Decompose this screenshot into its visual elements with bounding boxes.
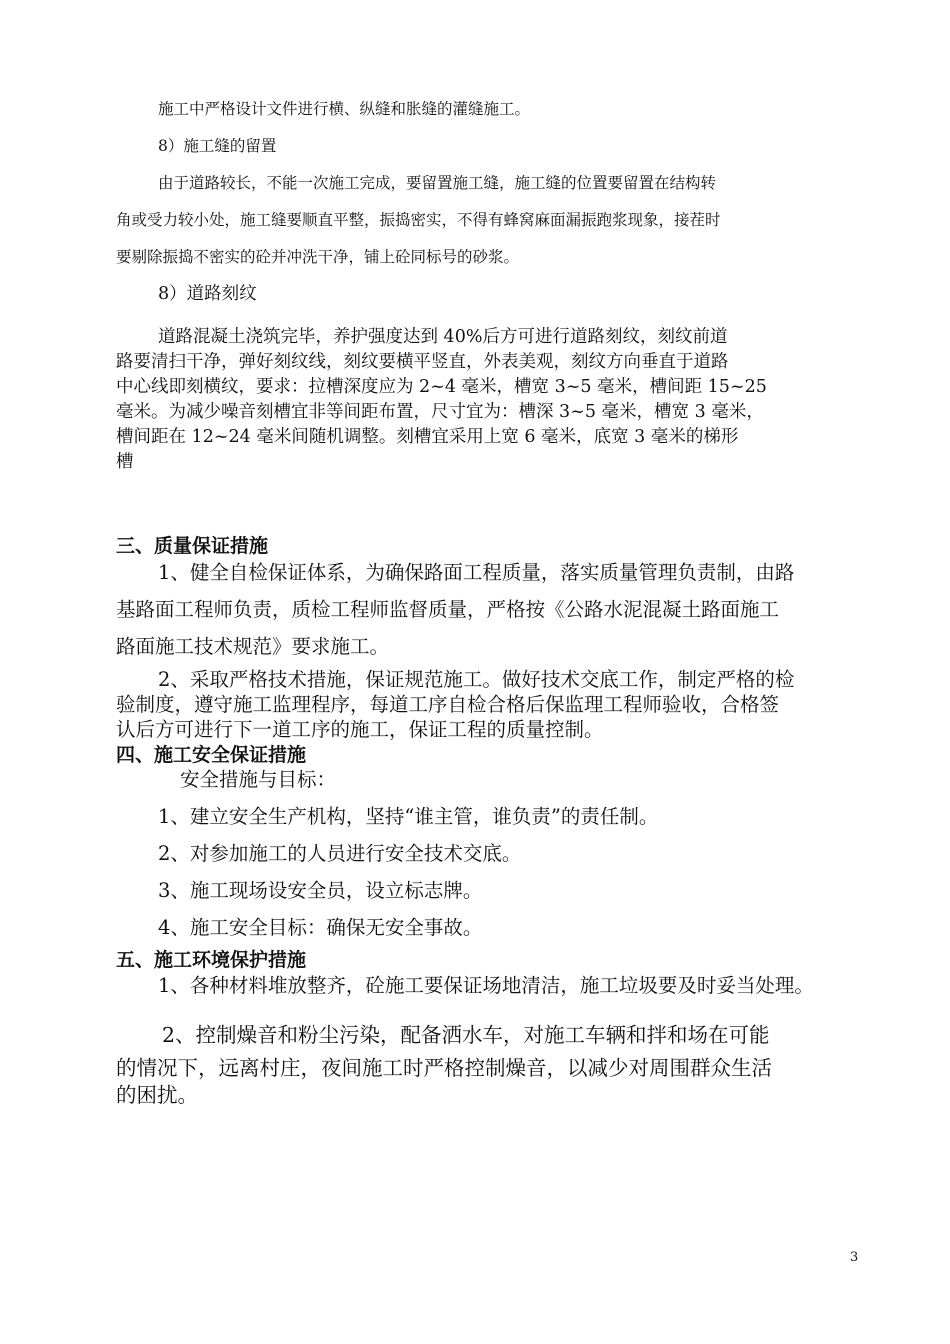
body-text-line: 施工中严格设计文件进行横、纵缝和胀缝的灌缝施工。 — [158, 100, 531, 118]
list-item: 2、对参加施工的人员进行安全技术交底。 — [158, 842, 522, 865]
body-text-line: 的困扰。 — [116, 1083, 198, 1107]
subsection-heading: 8）道路刻纹 — [158, 284, 257, 304]
list-item: 3、施工现场设安全员，设立标志牌。 — [158, 879, 483, 902]
body-text-line: 角或受力较小处，施工缝要顺直平整，振捣密实，不得有蜂窝麻面漏振跑浆现象，接茬时 — [116, 211, 721, 229]
body-text-line: 1、健全自检保证体系，为确保路面工程质量，落实质量管理负责制，由路 — [158, 561, 795, 584]
body-text-line: 验制度，遵守施工监理程序，每道工序自检合格后保监理工程师验收，合格签 — [116, 693, 780, 716]
body-text-line: 的情况下，远离村庄，夜间施工时严格控制燥音，以减少对周围群众生活 — [116, 1056, 772, 1080]
body-text-line: 由于道路较长，不能一次施工完成，要留置施工缝，施工缝的位置要留置在结构转 — [158, 174, 717, 192]
body-text-line: 安全措施与目标： — [180, 768, 337, 791]
page-number: 3 — [850, 1250, 859, 1265]
body-text-line: 中心线即刻横纹，要求：拉槽深度应为 2~4 毫米，槽宽 3~5 毫米，槽间距 15~25 — [116, 377, 767, 397]
body-text-line: 道路混凝土浇筑完毕，养护强度达到 40%后方可进行道路刻纹，刻纹前道 — [158, 327, 728, 347]
body-text-line: 2、采取严格技术措施，保证规范施工。做好技术交底工作，制定严格的检 — [158, 668, 795, 691]
body-text-line: 槽 — [116, 452, 134, 472]
body-text-line: 要剔除振捣不密实的砼并冲洗干净，铺上砼同标号的砂浆。 — [116, 248, 520, 266]
subsection-heading: 8）施工缝的留置 — [158, 137, 277, 155]
body-text-line: 槽间距在 12~24 毫米间随机调整。刻槽宜采用上宽 6 毫米，底宽 3 毫米的梯形 — [116, 427, 739, 447]
body-text-line: 路要清扫干净，弹好刻纹线，刻纹要横平竖直，外表美观，刻纹方向垂直于道路 — [116, 352, 729, 372]
list-item: 1、建立安全生产机构，坚持“谁主管，谁负责”的责任制。 — [158, 805, 659, 828]
body-text-line: 基路面工程师负责，质检工程师监督质量，严格按《公路水泥混凝土路面施工 — [116, 598, 780, 621]
body-text-line: 2、控制燥音和粉尘污染，配备洒水车，对施工车辆和拌和场在可能 — [162, 1023, 770, 1047]
body-text-line: 认后方可进行下一道工序的施工，保证工程的质量控制。 — [116, 718, 604, 741]
section-heading: 四、施工安全保证措施 — [116, 744, 307, 766]
body-text-line: 1、各种材料堆放整齐，砼施工要保证场地清洁，施工垃圾要及时妥当处理。 — [158, 974, 814, 997]
body-text-line: 路面施工技术规范》要求施工。 — [116, 635, 390, 658]
list-item: 4、施工安全目标：确保无安全事故。 — [158, 916, 483, 939]
section-heading: 五、施工环境保护措施 — [116, 949, 307, 971]
section-heading: 三、质量保证措施 — [116, 535, 269, 557]
body-text-line: 毫米。为减少噪音刻槽宜非等间距布置，尺寸宜为：槽深 3~5 毫米，槽宽 3 毫米， — [116, 402, 764, 422]
